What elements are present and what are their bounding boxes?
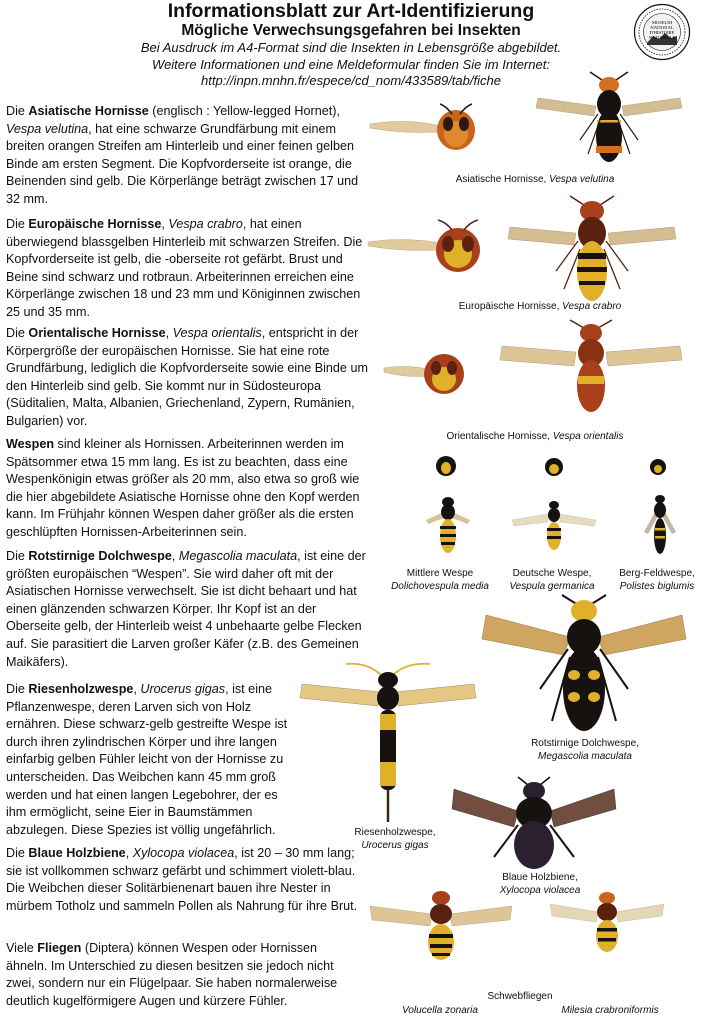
paragraph-xylocopa: Die Blaue Holzbiene, Xylocopa violacea, ist 20 – 30 mm lang; sie ist vollkommen schwarz gefärbt und schimmert violett-blau. Die Weibchen dieser Solitärbienenart bauen ihre Nester in mürbem Totholz und sammeln Pollen als Nahrung für ihre Brut.	[6, 846, 358, 913]
media-dorsal-image	[420, 494, 476, 558]
museum-seal-logo	[633, 3, 691, 61]
info-note: Weitere Informationen und eine Meldeformular finden Sie im Internet:	[152, 56, 550, 72]
caption-urocerus: Riesenholzwespe, Urocerus gigas	[354, 827, 436, 851]
megascolia-dorsal-image	[478, 593, 690, 738]
caption-xylocopa: Blaue Holzbiene, Xylocopa violacea	[499, 872, 581, 896]
paragraph-megascolia: Die Rotstirnige Dolchwespe, Megascolia maculata, ist eine der größten europäischen “Wespen”. Sie wird daher oft mit der Asiatischen Hornisse verwechselt. Sie ist dicht behaart und hat einen glänzenden schwarzen Körper. Ihr Kopf ist an der Oberseite gelb, der Hinterleib weist 4 unbehaarte gelbe Flecken auf. Sie parasitiert die Larven großer Käfer (z.B. des Gemeinen Maikäfers).	[6, 549, 366, 669]
crabro-dorsal-image	[504, 193, 679, 308]
seal-line-1: MUSEUM	[651, 20, 673, 25]
caption-flies: Schwebfliegen	[487, 991, 553, 1002]
caption-milesia: Milesia crabroniformis	[561, 1005, 659, 1016]
germanica-dorsal-image	[508, 498, 600, 554]
paragraph-urocerus: Die Riesenholzwespe, Urocerus gigas, ist eine Pflanzenwespe, deren Larven sich von Holz ernähren. Diese schwarz-gelb gestreifte Wespe ist durch ihren zylindrischen Körper und ihre langen einfarbig gelben Fühler leicht von der Hornisse zu unterscheiden. Das Weibchen kann 45 mm groß werden und hat einen langen Legebohrer, der es ihm ermöglicht, seine Eier in Baumstämmen abzulegen. Diese Spezies ist völlig ungefährlich.	[6, 682, 288, 837]
orientalis-dorsal-image	[496, 318, 686, 418]
orientalis-side-view-image	[382, 346, 472, 398]
germanica-head-image	[538, 455, 570, 479]
caption-orientalis: Orientalische Hornisse, Vespa orientalis	[446, 431, 624, 442]
paragraph-oriental-hornet: Die Orientalische Hornisse, Vespa orientalis, entspricht in der Körpergröße der europäischen Hornisse. Sie hat eine rote Grundfärbung, lediglich die Kopfvorderseite sowie eine Binde um den Hinterleib sind gelb. Sie kommt nur in Südosteuropa (Süditalien, Malta, Albanien, Griechenland, Zypern, Rumänien, Bulgarien) vor.	[6, 326, 368, 428]
caption-volucella: Volucella zonaria	[402, 1005, 478, 1016]
caption-biglumis: Berg-Feldwespe, Polistes biglumis	[619, 568, 695, 592]
caption-velutina: Asiatische Hornisse, Vespa velutina	[455, 174, 615, 185]
seal-line-4: NATURELLE	[648, 35, 676, 40]
info-url-link[interactable]: http://inpn.mnhn.fr/espece/cd_nom/433589/tab/fiche	[201, 73, 501, 88]
caption-media: Mittlere Wespe Dolichovespula media	[391, 568, 489, 592]
volucella-dorsal-image	[366, 888, 516, 966]
crabro-side-view-image	[366, 218, 491, 280]
media-head-image	[431, 452, 461, 478]
velutina-dorsal-image	[532, 70, 687, 170]
milesia-dorsal-image	[546, 888, 668, 958]
caption-megascolia: Rotstirnige Dolchwespe, Megascolia maculata	[531, 738, 639, 762]
print-note: Bei Ausdruck im A4-Format sind die Insekten in Lebensgröße abgebildet.	[140, 40, 562, 55]
biglumis-dorsal-image	[640, 492, 680, 560]
caption-crabro: Europäische Hornisse, Vespa crabro	[458, 301, 622, 312]
xylocopa-dorsal-image	[448, 775, 620, 875]
biglumis-head-image	[645, 456, 671, 478]
page-title: Informationsblatt zur Art-Identifizierung	[167, 0, 535, 22]
seal-line-2: NATIONAL	[650, 25, 674, 30]
seal-line-3: D'HISTOIRE	[649, 30, 675, 35]
caption-germanica: Deutsche Wespe, Vespula germanica	[509, 568, 595, 592]
page-subtitle: Mögliche Verwechsungsgefahren bei Insekten	[181, 22, 521, 39]
paragraph-flies: Viele Fliegen (Diptera) können Wespen oder Hornissen ähneln. Im Unterschied zu diesen besitzen sie jedoch nicht zwei, sondern nur ein Flügelpaar. Sie haben normalerweise deutlich kugelförmigere Augen und kürzere Fühler.	[6, 941, 338, 1008]
velutina-side-view-image	[368, 102, 488, 160]
paragraph-wasps: Wespen sind kleiner als Hornissen. Arbeiterinnen werden im Spätsommer etwa 15 mm lang. Es ist zu beachten, dass eine Wespenkönigin etwas größer als 20 mm, also etwa so groß wie die hier abgebildete Asiatische Hornisse ohne den Kopf werden kann. Im Frühjahr können Wespen daher größer als die ersten geschlüpften Hornissen-Arbeiterinnen sein.	[6, 437, 360, 539]
paragraph-european-hornet: Die Europäische Hornisse, Vespa crabro, hat einen überwiegend blassgelben Hinterleib mit schwarzen Streifen. Die Kopfvorderseite ist gelb, die -oberseite rot gefärbt. Brust und Beine sind schwarz und rotbraun. Arbeiterinnen erreichen eine Körperlänge zwischen 18 und 23 mm und Königinnen zwischen 25 und 35 mm.	[6, 217, 363, 319]
paragraph-asian-hornet: Die Asiatische Hornisse (englisch : Yellow-legged Hornet), Vespa velutina, hat eine schwarze Grundfärbung mit einem breiten orangen Streifen am Hinterleib und einer feinen gelben Binde am ersten Segment. Die Kopfvorderseite ist orange, die Beinenden sind gelb. Die Körperlänge beträgt zwischen 17 und 32 mm.	[6, 104, 359, 206]
